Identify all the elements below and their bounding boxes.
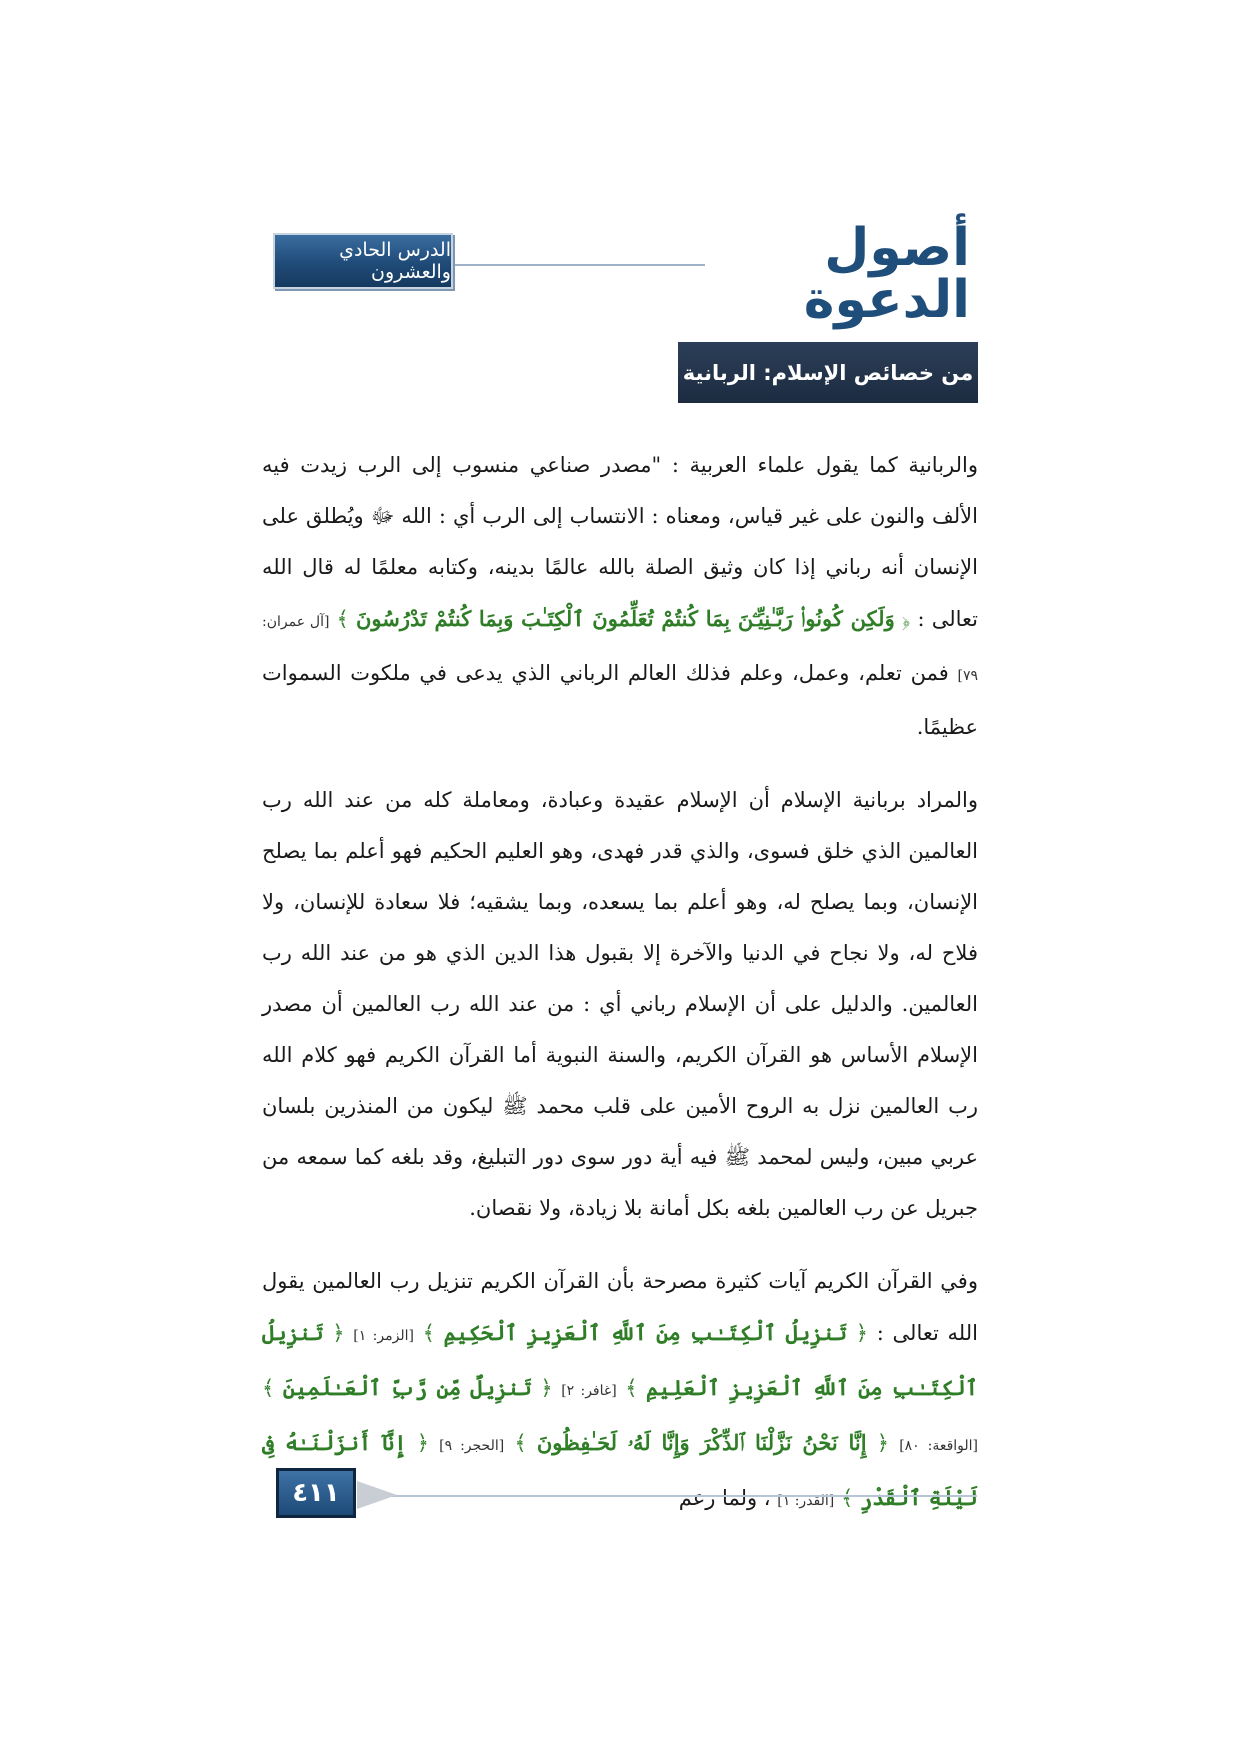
- footer-divider: [357, 1495, 977, 1497]
- verse-close-ornament: ﴾: [336, 607, 349, 631]
- body-text: [262, 440, 978, 1549]
- quran-verse: تَنزِيلُ ٱلْكِتَـٰبِ مِنَ ٱللَّهِ ٱلْعَزِيزِ ٱلْحَكِيمِ: [443, 1320, 848, 1345]
- page-number: ٤١١: [276, 1468, 356, 1518]
- quran-verse: وَلَكِن كُونُوا۟ رَبَّـٰنِيِّـۧنَ بِمَا كُنتُمْ تُعَلِّمُونَ ٱلْكِتَـٰبَ وَبِمَا كُنتُمْ تَدْرُسُونَ: [355, 606, 895, 631]
- verse-close-ornament: ﴾: [514, 1431, 527, 1455]
- verse-reference: [آل عمران: ٧٩]: [262, 614, 978, 684]
- quran-verse: إِنَّآ أَنزَلْنَـٰهُ فِى لَيْلَةِ ٱلْقَدْرِ: [262, 1430, 978, 1510]
- paragraph-text: والربانية كما يقول علماء العربية : "مصدر صناعي منسوب إلى الرب زيدت فيه الألف والنون على غير قياس، ومعناه : الانتساب إلى الرب أي : الله ﷻ ويُطلق على الإنسان أنه رباني إذا كان وثيق الصلة بالله عالمًا بدينه، وكتابه معلمًا له قال الله تعالى :: [262, 453, 978, 631]
- verse-close-ornament: ﴾: [422, 1321, 435, 1345]
- verse-reference: [الزمر: ١]: [353, 1328, 414, 1344]
- verse-open-ornament: ﴿: [332, 1321, 345, 1345]
- verse-open-ornament: ﴿: [416, 1431, 430, 1455]
- verse-open-ornament: ﴿: [855, 1321, 869, 1345]
- verse-close-ornament: ﴾: [840, 1486, 854, 1510]
- verse-open-ornament: ﴿: [876, 1431, 890, 1455]
- quran-verse: تَنزِيلٌ مِّن رَّبِّ ٱلْعَـٰلَمِينَ: [282, 1375, 532, 1400]
- quran-verse: إِنَّا نَحْنُ نَزَّلْنَا ٱلذِّكْرَ وَإِنَّا لَهُۥ لَحَـٰفِظُونَ: [536, 1430, 867, 1455]
- verse-reference: [الواقعة: ٨٠]: [899, 1438, 979, 1454]
- verse-reference: [الحجر: ٩]: [439, 1438, 505, 1454]
- paragraph-text: وفي القرآن الكريم آيات كثيرة مصرحة بأن القرآن الكريم تنزيل رب العالمين يقول الله تعالى :: [262, 1269, 978, 1345]
- verse-reference: [القدر: ١]: [777, 1493, 835, 1509]
- paragraph-text: ، ولما زعم: [678, 1486, 771, 1510]
- verse-close-ornament: ﴾: [262, 1376, 275, 1400]
- section-heading: من خصائص الإسلام: الربانية: [678, 342, 978, 403]
- quran-verse: تَنزِيلُ ٱلْكِتَـٰبِ مِنَ ٱللَّهِ ٱلْعَزِيزِ ٱلْعَلِيمِ: [262, 1320, 978, 1400]
- lesson-badge: الدرس الحادي والعشرون: [273, 233, 453, 289]
- verse-reference: [غافر: ٢]: [561, 1383, 617, 1399]
- paragraph-2: والمراد بربانية الإسلام أن الإسلام عقيدة وعبادة، ومعاملة كله من عند الله رب العالمين الذي خلق فسوى، والذي قدر فهدى، وهو العليم الحكيم فهو أعلم بما يصلح الإنسان، وبما يصلح له، وهو أعلم بما يسعده، وبما يشقيه؛ فلا سعادة للإنسان، ولا فلاح له، ولا نجاح في الدنيا والآخرة إلا بقبول هذا الدين الذي هو من عند الله رب العالمين. والدليل على أن الإسلام رباني أي : من عند الله رب العالمين أن مصدر الإسلام الأساس هو القرآن الكريم، والسنة النبوية أما القرآن الكريم فهو كلام الله رب العالمين نزل به الروح الأمين على قلب محمد ﷺ ليكون من المنذرين بلسان عربي مبين، وليس لمحمد ﷺ فيه أية دور سوى دور التبليغ، وقد بلغه كما سمعه من جبريل عن رب العالمين بلغه بكل أمانة بلا زيادة، ولا نقصان.: [262, 788, 978, 1220]
- footer-wedge: [357, 1481, 397, 1509]
- paragraph-text: فمن تعلم، وعمل، وعلم فذلك العالم الرباني الذي يدعى في ملكوت السموات عظيمًا.: [262, 661, 978, 739]
- book-title: أصول الدعوة: [803, 218, 970, 330]
- verse-open-ornament: ﴿: [540, 1376, 553, 1400]
- verse-close-ornament: ﴾: [625, 1376, 638, 1400]
- verse-open-ornament: ﴿: [901, 607, 911, 631]
- paragraph-1: [262, 440, 978, 753]
- header-divider: [455, 264, 705, 266]
